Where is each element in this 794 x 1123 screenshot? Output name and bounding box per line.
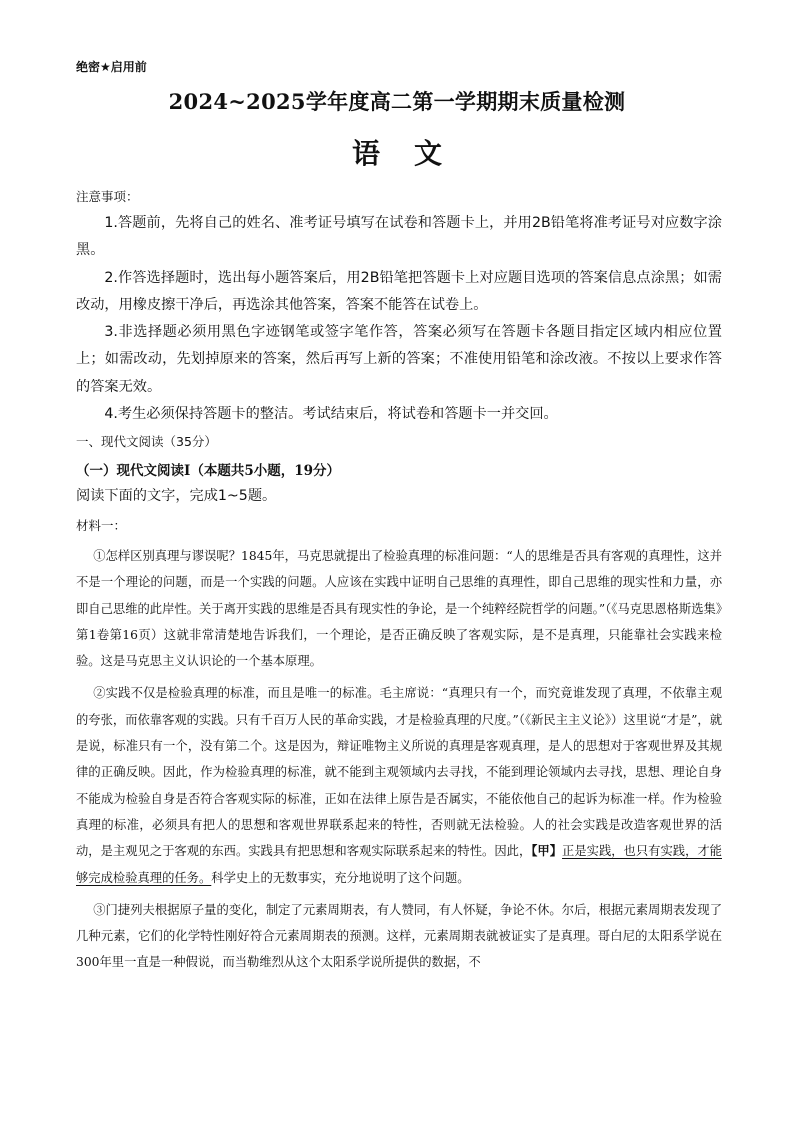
instruction-item: 1.答题前，先将自己的姓名、准考证号填写在试卷和答题卡上，并用2B铅笔将准考证号对应数字涂黑。 <box>76 215 722 259</box>
paragraph-2-ending: 科学史上的无数事实，充分地说明了这个问题。 <box>211 870 470 885</box>
exam-title: 2024~2025学年度高二第一学期期末质量检测 <box>168 89 626 114</box>
instruction-item: 3.非选择题必须用黑色字迹钢笔或签字笔作答，答案必须写在答题卡各题目指定区域内相应位置上；如需改动，先划掉原来的答案，然后再写上新的答案；不准使用铅笔和涂改液。不按以上要求作答的答案无效。 <box>76 324 722 395</box>
instruction-item: 4.考生必须保持答题卡的整洁。考试结束后，将试卷和答题卡一并交回。 <box>104 406 558 423</box>
notice-heading: 注意事项： <box>76 189 139 204</box>
material-paragraph-2 <box>76 680 722 890</box>
instructions-list <box>76 210 722 428</box>
material-label: 材料一： <box>76 518 127 533</box>
jia-marker: 【甲】 <box>531 843 563 859</box>
section-heading: 一、现代文阅读（35分） <box>76 434 217 449</box>
instruction-item: 2.作答选择题时，选出每小题答案后，用2B铅笔把答题卡上对应题目选项的答案信息点涂黑；如需改动，用橡皮擦干净后，再选涂其他答案，答案不能答在试卷上。 <box>76 269 722 313</box>
material-paragraph-3: ③门捷列夫根据原子量的变化，制定了元素周期表，有人赞同，有人怀疑，争论不休。尔后，根据元素周期表发现了几种元素，它们的化学特性刚好符合元素周期表的预测。这样，元素周期表就被证实了是真理。哥白尼的太阳系学说在300年里一直是一种假说，而当勒维烈从这个太阳系学说所提供的数据，不 <box>76 902 722 970</box>
underlined-sentence: 正是实践，也只有实践，才能够完成检验真理的任务。 <box>76 844 722 885</box>
paragraph-2-text: ②实践不仅是检验真理的标准，而且是唯一的标准。毛主席说：“真理只有一个，而究竟谁发现了真理，不依靠主观的夸张，而依靠客观的实践。只有千百万人民的革命实践，才是检验真理的尺度。”（《新民主主义论》）这里说“才是”，就是说，标准只有一个，没有第二个。这是因为，辩证唯物主义所说的真理是客观真理，是人的思想对于客观世界及其规律的正确反映。因此，作为检验真理的标准，就不能到主观领域内去寻找，不能到理论领域内去寻找，思想、理论自身不能成为检验自身是否符合客观实际的标准，正如在法律上原告是否属实，不能依他自己的起诉为标准一样。作为检验真理的标准，必须具有把人的思想和客观世界联系起来的特性，否则就无法检验。人的社会实践是改造客观世界的活动，是主观见之于客观的东西。实践具有把思想和客观实际联系起来的特性。因此， <box>76 686 722 859</box>
material-text <box>76 543 722 982</box>
subject-title: 语文 <box>351 137 476 170</box>
material-paragraph-1: ①怎样区别真理与谬误呢？1845年，马克思就提出了检验真理的标准问题：“人的思维是否具有客观的真理性，这并不是一个理论的问题，而是一个实践的问题。人应该在实践中证明自己思维的真理性，即自己思维的现实性和力量，亦即自己思维的此岸性。关于离开实践的思维是否具有现实性的争论，是一个纯粹经院哲学的问题。”（《马克思恩格斯选集》第1卷第16页）这就非常清楚地告诉我们，一个理论，是否正确反映了客观实际，是不是真理，只能靠社会实践来检验。这是马克思主义认识论的一个基本原理。 <box>76 549 722 669</box>
sub-section-heading: （一）现代文阅读Ⅰ（本题共5小题，19分） <box>76 463 340 479</box>
reading-instruction: 阅读下面的文字，完成1~5题。 <box>76 488 277 504</box>
confidential-label: 绝密★启用前 <box>76 60 147 74</box>
